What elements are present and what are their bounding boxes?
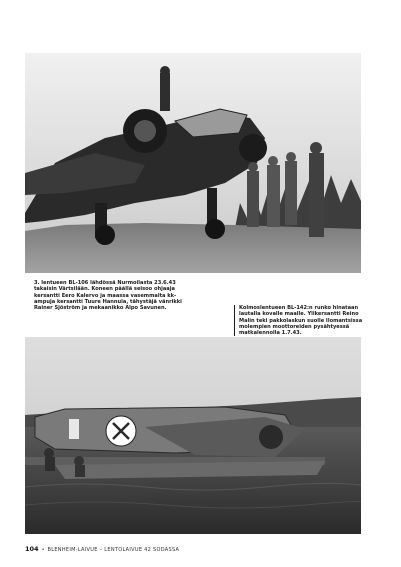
photo-caption: Kolmoslentueen BL-142:n runko hinataan lautalla kovalle maalle. Ylikersantti Reino Malin teki pakkolaskun suolle Ilomantsissa molempien moottoreiden pysähtyessä matkalennolla 1.7.43.: [234, 305, 364, 336]
book-title: BLENHEIM-LAIVUE – LENTOLAIVUE 42 SODASSA: [47, 547, 180, 553]
footer-separator: •: [41, 547, 45, 553]
photo-caption: 3. lentueen BL-106 lähdössä Nurmoilasta 23.6.43 takaisin Värtsilään. Koneen päällä seisoo ohjaaja kersantti Eero Kalervo ja maassa vasemmalta kk-ampuja kersantti Tuure Hannula, tähystäjä vänrikki Rainer Sjöström ja mekaanikko Alpo Savunen.: [34, 280, 182, 312]
page-footer: [25, 545, 179, 553]
aircraft-photo: [25, 53, 361, 273]
page-number: 104: [25, 545, 39, 553]
aircraft-raft-photo: [25, 337, 361, 534]
